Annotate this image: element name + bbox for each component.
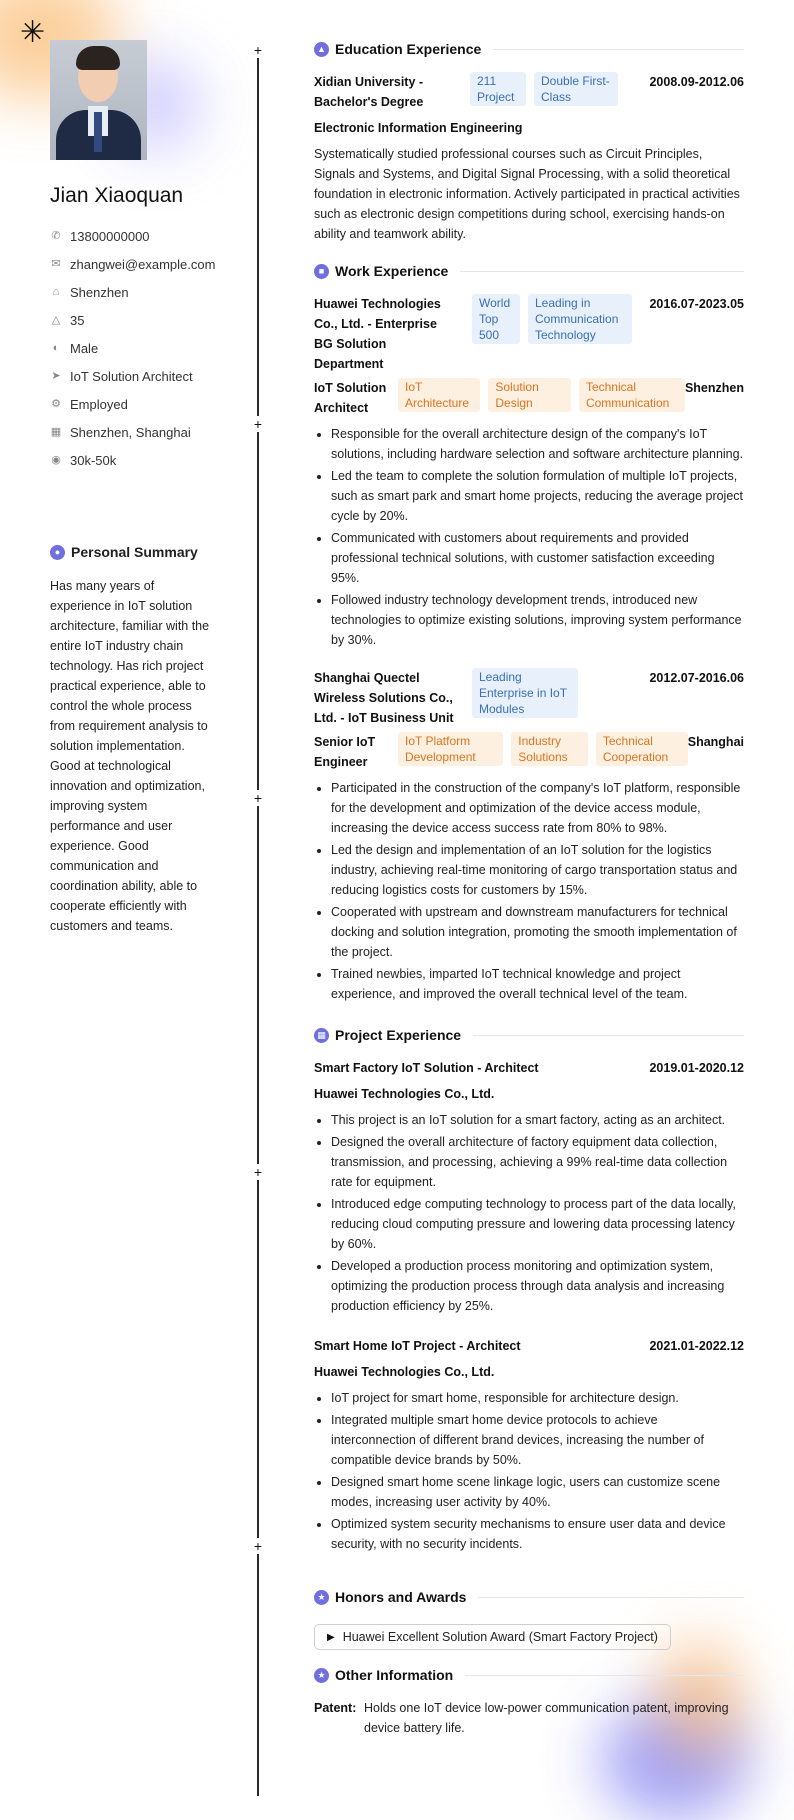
tag: IoT Architecture: [398, 378, 480, 412]
grid-icon: ▦: [314, 1028, 329, 1043]
work-header: [314, 668, 744, 728]
project-header: [314, 1336, 744, 1356]
project-company: Huawei Technologies Co., Ltd.: [314, 1087, 495, 1101]
info-row: [50, 334, 218, 362]
info-row: [50, 446, 218, 474]
list-item: • Introduced edge computing technology to process part of the data locally, reducing cloud computing pressure and lowering data processing latency by 60%.: [331, 1194, 744, 1254]
project-entry: [314, 1058, 744, 1316]
timeline-marker-icon: +: [250, 416, 266, 432]
role-tags: [398, 732, 688, 766]
work-heading: ■ Work Experience: [314, 258, 744, 284]
company-tags: [472, 294, 649, 344]
project-list: [314, 1058, 744, 1554]
summary-heading: ● Personal Summary: [50, 544, 198, 560]
company-tags: [472, 668, 649, 718]
phone-icon: ✆: [51, 230, 61, 242]
list-item: • Participated in the construction of the company's IoT platform, responsible for the development and optimization of the device access module, increasing the device access success rate from 80% to 98%.: [331, 778, 744, 838]
patent-row: Patent: Holds one IoT device low-power communication patent, improving device battery life.: [314, 1701, 729, 1735]
salary-icon: ◉: [51, 454, 61, 466]
divider: [465, 1675, 744, 1676]
role-row: [314, 378, 744, 418]
work-list: [314, 294, 744, 1004]
info-row: [50, 418, 218, 446]
info-row: [50, 306, 218, 334]
role-row: [314, 732, 744, 772]
timeline-marker-icon: +: [250, 1164, 266, 1180]
company-name: Huawei Technologies Co., Ltd. - Enterprise BG Solution Department: [314, 297, 441, 371]
work-date: 2012.07-2016.06: [649, 671, 744, 685]
divider: [460, 271, 744, 272]
graduation-cap-icon: ▲: [314, 42, 329, 57]
project-date: 2021.01-2022.12: [649, 1339, 744, 1353]
role-title: Senior IoT Engineer: [314, 735, 376, 769]
project-entry: [314, 1336, 744, 1554]
honors-heading: ★ Honors and Awards: [314, 1584, 744, 1610]
info-row: [50, 390, 218, 418]
list-item: • Led the design and implementation of an IoT solution for the logistics industry, achieving real-time monitoring of cargo transportation status and reducing logistics costs for customers by 15%.: [331, 840, 744, 900]
project-company: Huawei Technologies Co., Ltd.: [314, 1365, 495, 1379]
bullet-list: [314, 778, 744, 1004]
school-tags: [470, 72, 649, 106]
bullet-list: [314, 424, 744, 650]
work-entry: [314, 668, 744, 1004]
work-city: Shenzhen: [684, 381, 744, 395]
info-value: zhangwei@example.com: [70, 256, 216, 272]
education-heading: ▲ Education Experience: [314, 36, 744, 62]
summary-text: Has many years of experience in IoT solution architecture, familiar with the entire IoT industry chain technology. Has rich project practical experience, able to control the whole process from requirement analysis to solution implementation. Good at technological innovation and optimization, improving system performance and user experience. Good communication and coordination ability, able to cooperate efficiently with customers and teams.: [50, 579, 210, 933]
info-value: Employed: [70, 396, 128, 412]
tag: World Top 500: [472, 294, 520, 344]
list-item: • IoT project for smart home, responsible for architecture design.: [331, 1388, 744, 1408]
list-item: • Trained newbies, imparted IoT technical knowledge and project experience, and improved the overall technical level of the team.: [331, 964, 744, 1004]
gender-icon: ◐: [52, 342, 60, 354]
info-value: 35: [70, 312, 85, 328]
award-icon: ★: [314, 1590, 329, 1605]
award-item: ▶ Huawei Excellent Solution Award (Smart Factory Project): [314, 1624, 671, 1650]
building-icon: ▦: [50, 426, 62, 438]
mail-icon: ✉: [51, 258, 61, 270]
role-title: IoT Solution Architect: [314, 381, 387, 415]
tag: IoT Platform Development: [398, 732, 503, 766]
info-value: 13800000000: [70, 228, 150, 244]
info-row: [50, 222, 218, 250]
award-icon: ★: [314, 1668, 329, 1683]
info-row: [50, 362, 218, 390]
list-item: • Designed smart home scene linkage logic, users can customize scene modes, increasing user activity by 40%.: [331, 1472, 744, 1512]
project-header: [314, 1058, 744, 1078]
project-name: Smart Home IoT Project - Architect: [314, 1339, 521, 1353]
info-value: IoT Solution Architect: [70, 368, 193, 384]
tag: Solution Design: [488, 378, 571, 412]
list-item: • Responsible for the overall architecture design of the company's IoT solutions, including hardware selection and software architecture planning.: [331, 424, 744, 464]
info-value: Male: [70, 340, 99, 356]
timeline-marker-icon: +: [250, 1538, 266, 1554]
education-description: Systematically studied professional courses such as Circuit Principles, Signals and Systems, and Digital Signal Processing, with a solid theoretical foundation in electronic information. Actively participated in practical activities such as electronic design competitions during school, exercising hands-on ability and teamwork ability.: [314, 147, 740, 241]
list-item: • Optimized system security mechanisms to ensure user data and device security, with no security incidents.: [331, 1514, 744, 1554]
home-icon: ⌂: [52, 286, 60, 298]
divider: [473, 1035, 744, 1036]
school-name: Xidian University - Bachelor's Degree: [314, 75, 424, 109]
tag: 211 Project: [470, 72, 526, 106]
work-date: 2016.07-2023.05: [649, 297, 744, 311]
divider: [493, 49, 744, 50]
role-tags: [398, 378, 685, 412]
list-item: • This project is an IoT solution for a smart factory, acting as an architect.: [331, 1110, 744, 1130]
major: Electronic Information Engineering: [314, 121, 523, 135]
tag: Leading in Communication Technology: [528, 294, 632, 344]
status-icon: ⚙: [51, 398, 61, 410]
profile-name: Jian Xiaoquan: [50, 184, 184, 207]
bullet-list: [314, 1110, 744, 1316]
project-date: 2019.01-2020.12: [649, 1061, 744, 1075]
info-row: [50, 278, 218, 306]
education-date: 2008.09-2012.06: [649, 75, 744, 89]
bullet-list: [314, 1388, 744, 1554]
list-item: • Communicated with customers about requirements and provided professional technical solutions, with customer satisfaction exceeding 95%.: [331, 528, 744, 588]
play-icon: ▶: [327, 1631, 335, 1643]
project-name: Smart Factory IoT Solution - Architect: [314, 1061, 539, 1075]
info-value: 30k-50k: [70, 452, 117, 468]
list-item: • Developed a production process monitoring and optimization system, optimizing the production process through data analysis and increasing production efficiency by 25%.: [331, 1256, 744, 1316]
list-item: • Led the team to complete the solution formulation of multiple IoT projects, such as smart park and smart home projects, reducing the average project cycle by 20%.: [331, 466, 744, 526]
cake-icon: △: [51, 314, 61, 326]
asterisk-icon: ✳: [20, 16, 46, 49]
info-value: Shenzhen, Shanghai: [70, 424, 191, 440]
tag: Technical Cooperation: [596, 732, 688, 766]
tag: Leading Enterprise in IoT Modules: [472, 668, 578, 718]
work-city: Shanghai: [687, 735, 744, 749]
briefcase-icon: ■: [314, 264, 329, 279]
company-name: Shanghai Quectel Wireless Solutions Co., Ltd. - IoT Business Unit: [314, 671, 454, 725]
main-content: [314, 36, 744, 1738]
info-value: Shenzhen: [70, 284, 129, 300]
project-heading: ▦ Project Experience: [314, 1022, 744, 1048]
tag: Industry Solutions: [511, 732, 588, 766]
work-entry: [314, 294, 744, 650]
list-item: • Cooperated with upstream and downstream manufacturers for technical docking and solution integration, promoting the smooth implementation of the project.: [331, 902, 744, 962]
person-icon: ●: [50, 545, 65, 560]
education-entry: [314, 72, 744, 112]
list-item: • Designed the overall architecture of factory equipment data collection, transmission, and processing, achieving a 99% real-time data collection rate for equipment.: [331, 1132, 744, 1192]
timeline-line: [257, 52, 259, 1796]
divider: [478, 1597, 744, 1598]
timeline-marker-icon: +: [250, 42, 266, 58]
send-icon: ➤: [51, 370, 61, 382]
tag: Technical Communication: [579, 378, 685, 412]
avatar: [50, 40, 147, 160]
timeline-marker-icon: +: [250, 790, 266, 806]
tag: Double First-Class: [534, 72, 618, 106]
list-item: • Followed industry technology development trends, introduced new technologies to optimize existing solutions, improving system performance by 30%.: [331, 590, 744, 650]
sidebar: [50, 40, 218, 474]
work-header: [314, 294, 744, 374]
contact-info: [50, 222, 218, 474]
other-heading: ★ Other Information: [314, 1662, 744, 1688]
info-row: [50, 250, 218, 278]
list-item: • Integrated multiple smart home device protocols to achieve interconnection of different brand devices, increasing the number of compatible device brands by 50%.: [331, 1410, 744, 1470]
